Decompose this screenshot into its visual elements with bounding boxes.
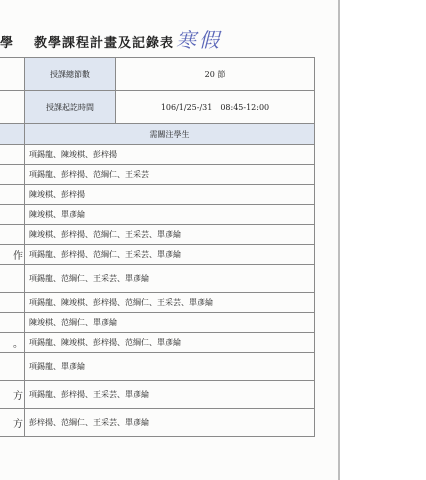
table-row [0, 293, 315, 313]
student-names: 項錫龍、陳竣棋、彭梓揚、范綱仁、王采芸、單彥綸 [25, 293, 315, 313]
table-row [0, 205, 315, 225]
student-names: 項錫龍、范綱仁、王采芸、單彥綸 [25, 265, 315, 293]
table-row [0, 381, 315, 409]
student-names: 項錫龍、彭梓揚、范綱仁、王采芸、單彥綸 [25, 245, 315, 265]
student-names: 陳竣棋、單彥綸 [25, 205, 315, 225]
document-title [0, 32, 300, 54]
student-names: 項錫龍、彭梓揚、王采芸、單彥綸 [25, 381, 315, 409]
student-names: 項錫龍、陳竣棋、彭梓揚、范綱仁、單彥綸 [25, 333, 315, 353]
table-row [0, 245, 315, 265]
total-hours-label: 授課總節數 [25, 58, 116, 91]
row-fragment: 。 [0, 333, 25, 353]
table-row [0, 313, 315, 333]
total-hours-value: 20 節 [116, 58, 315, 91]
table-row [0, 165, 315, 185]
student-names: 陳竣棋、范綱仁、單彥綸 [25, 313, 315, 333]
row-fragment: 作 [0, 245, 25, 265]
student-names: 項錫龍、彭梓揚、范綱仁、王采芸 [25, 165, 315, 185]
student-names: 項錫龍、陳竣棋、彭梓揚 [25, 145, 315, 165]
students-header-row [0, 124, 315, 145]
student-names: 陳竣棋、彭梓揚、范綱仁、王采芸、單彥綸 [25, 225, 315, 245]
total-hours-row [0, 58, 315, 91]
title-text: 教學課程計畫及記錄表 [34, 36, 175, 51]
table-row [0, 225, 315, 245]
students-header: 需關注學生 [25, 124, 315, 145]
student-names: 項錫龍、單彥綸 [25, 353, 315, 381]
table-row [0, 353, 315, 381]
table-row [0, 333, 315, 353]
row-fragment: 方 [0, 381, 25, 409]
title-school-fragment: 學 [0, 36, 15, 51]
row-fragment: 方 [0, 409, 25, 437]
period-value: 106/1/25-/31 08:45-12:00 [116, 91, 315, 124]
handwritten-note: 寒假 [176, 28, 222, 52]
table-row [0, 409, 315, 437]
table-row [0, 185, 315, 205]
student-names: 陳竣棋、彭梓揚 [25, 185, 315, 205]
page-edge [338, 0, 340, 480]
course-record-table [0, 57, 315, 437]
student-names: 彭梓揚、范綱仁、王采芸、單彥綸 [25, 409, 315, 437]
period-row [0, 91, 315, 124]
table-row [0, 145, 315, 165]
table-row [0, 265, 315, 293]
period-label: 授課起訖時間 [25, 91, 116, 124]
